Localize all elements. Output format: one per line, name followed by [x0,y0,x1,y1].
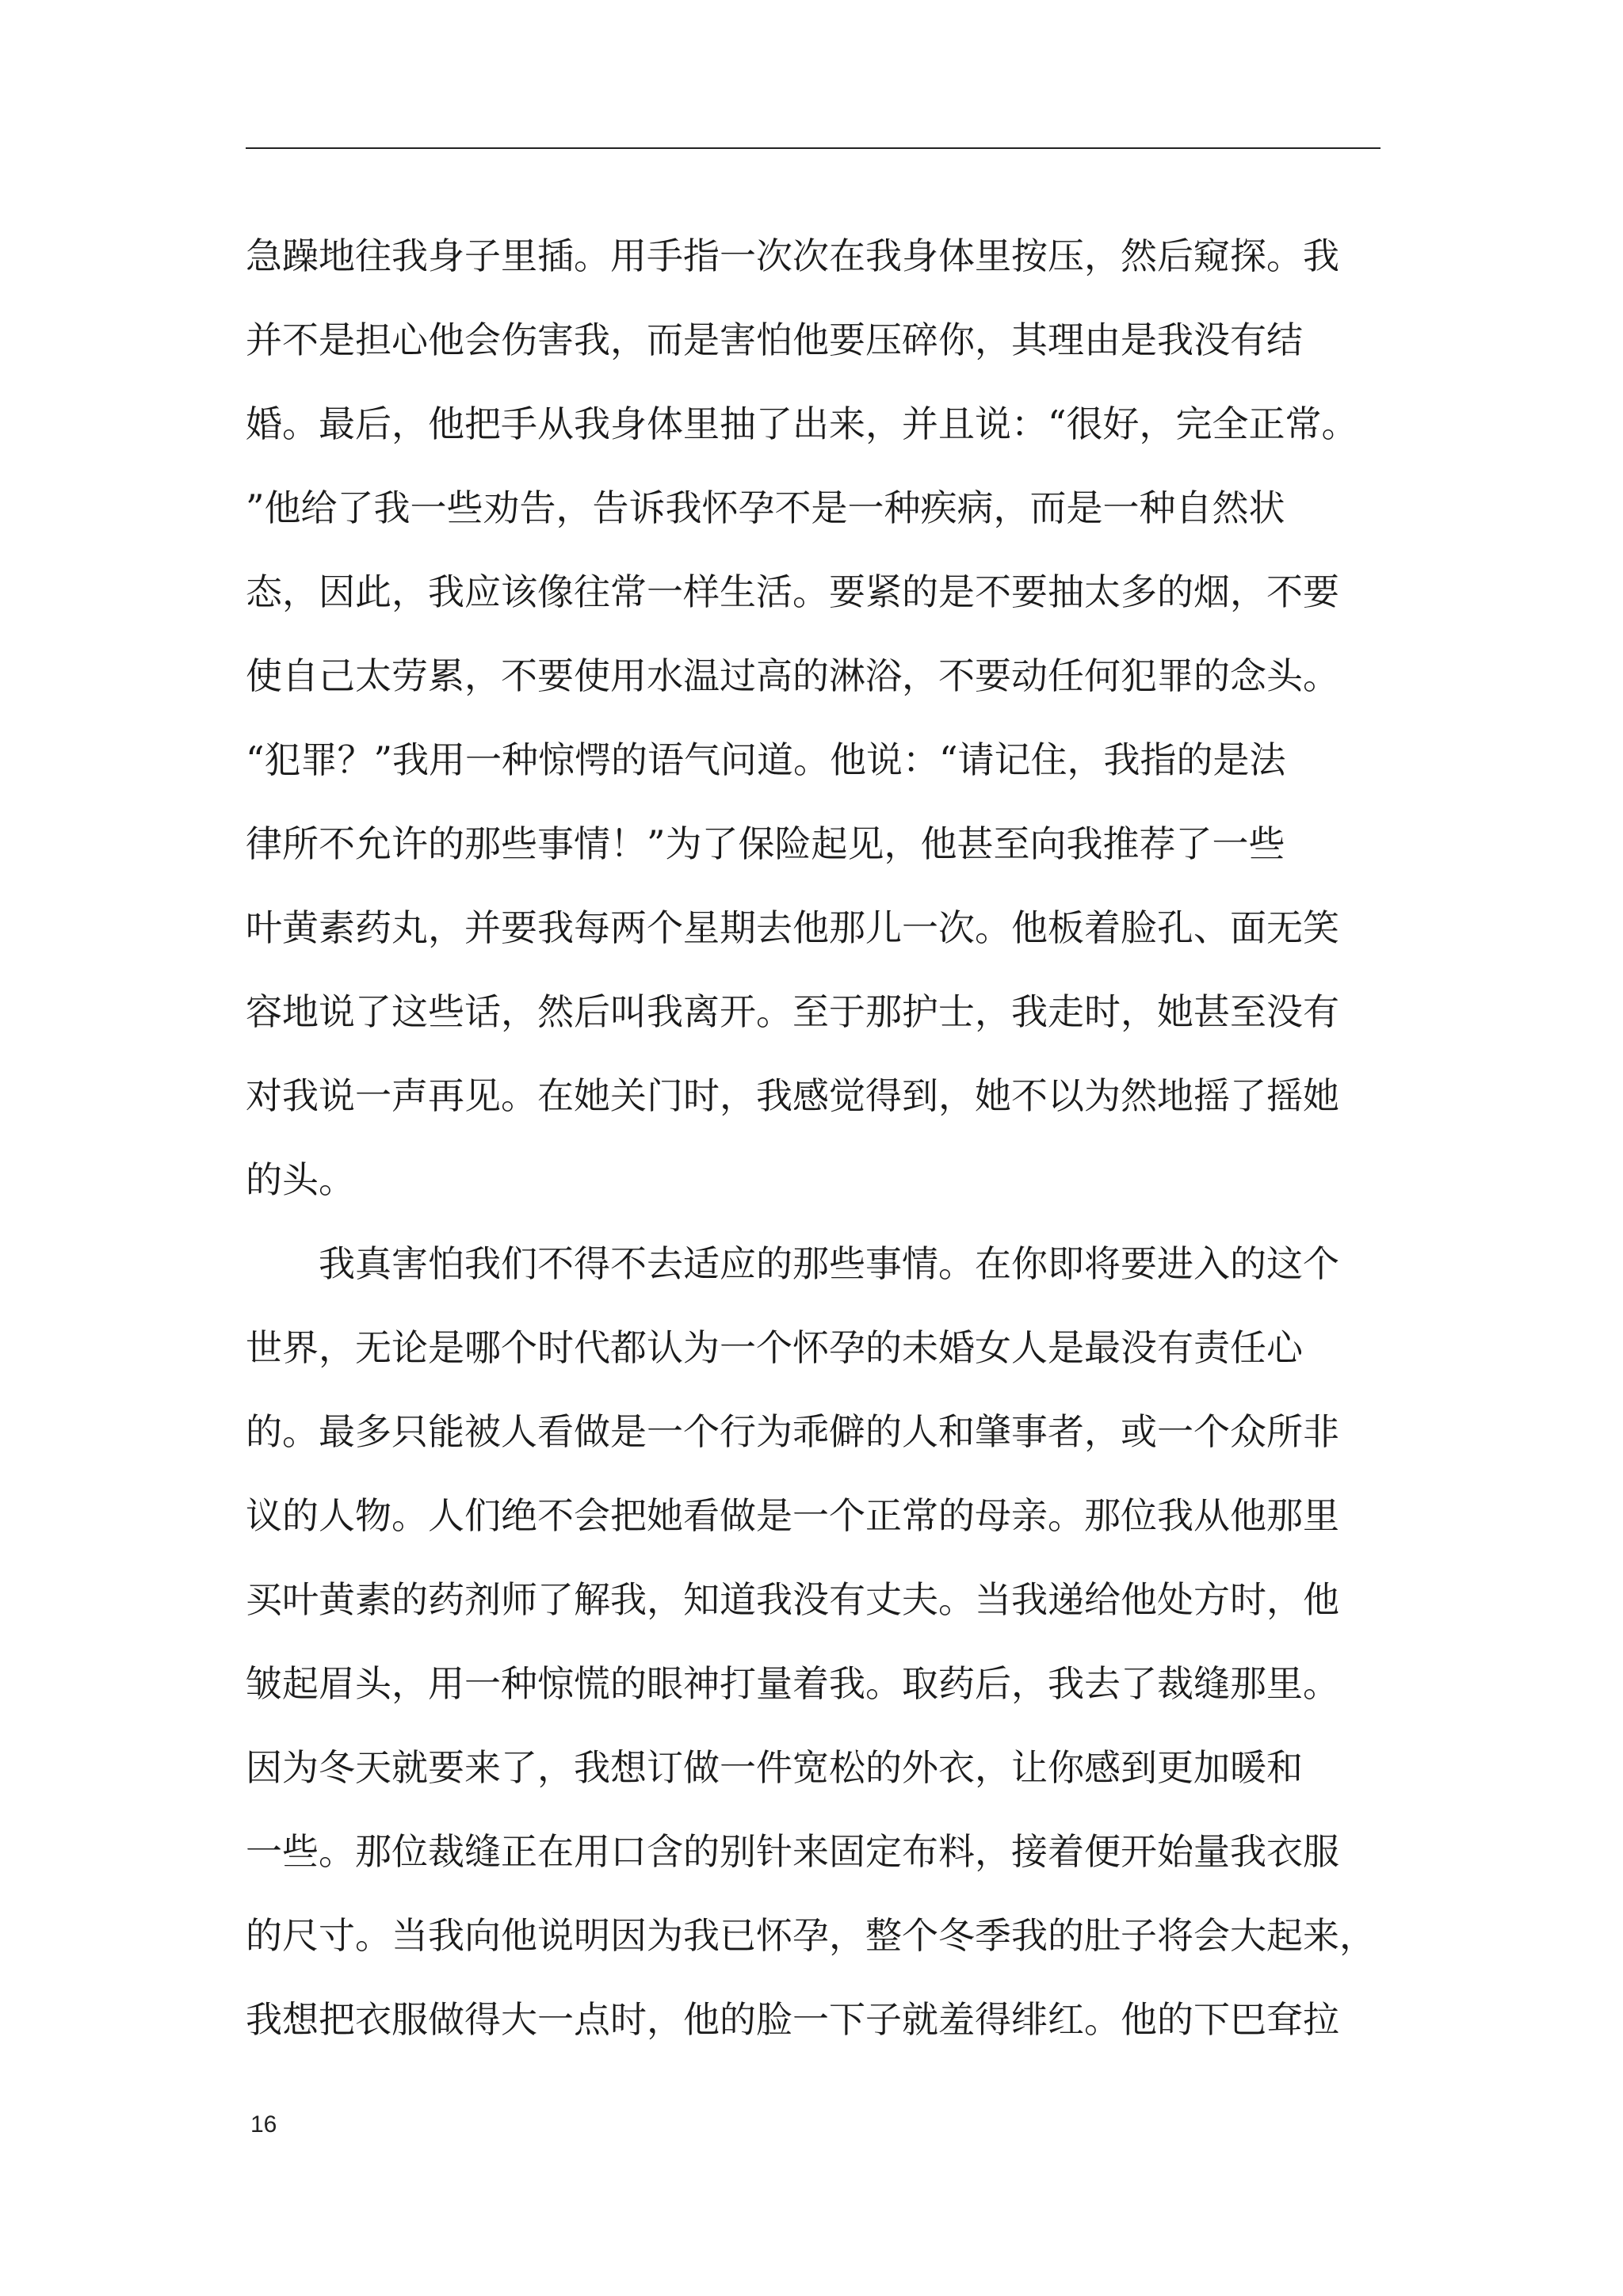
text-line: 急躁地往我身子里插。用手指一次次在我身体里按压，然后窥探。我 [246,238,1339,277]
text-line: 世界，无论是哪个时代都认为一个怀孕的未婚女人是最没有责任心 [246,1329,1303,1369]
text-line: 容地说了这些话，然后叫我离开。至于那护士，我走时，她甚至没有 [246,994,1339,1033]
text-line: ”他给了我一些劝告，告诉我怀孕不是一种疾病，而是一种自然状 [246,490,1285,529]
text-line: 并不是担心他会伤害我，而是害怕他要压碎你，其理由是我没有结 [246,322,1303,361]
text-line: 议的人物。人们绝不会把她看做是一个正常的母亲。那位我从他那里 [246,1497,1339,1537]
text-line: “犯罪？”我用一种惊愕的语气问道。他说：“请记住，我指的是法 [246,742,1286,781]
text-line: 一些。那位裁缝正在用口含的别针来固定布料，接着便开始量我衣服 [246,1833,1339,1873]
text-line: 使自己太劳累，不要使用水温过高的淋浴，不要动任何犯罪的念头。 [246,658,1339,697]
text-body [246,238,1387,2085]
header-rule [246,147,1381,149]
text-line: 对我说一声再见。在她关门时，我感觉得到，她不以为然地摇了摇她 [246,1077,1339,1117]
text-line: 买叶黄素的药剂师了解我，知道我没有丈夫。当我递给他处方时，他 [246,1581,1339,1621]
text-line: 皱起眉头，用一种惊慌的眼神打量着我。取药后，我去了裁缝那里。 [246,1665,1339,1705]
text-line: 叶黄素药丸，并要我每两个星期去他那儿一次。他板着脸孔、面无笑 [246,910,1339,949]
text-line: 的。最多只能被人看做是一个行为乖僻的人和肇事者，或一个众所非 [246,1413,1339,1453]
text-line: 因为冬天就要来了，我想订做一件宽松的外衣，让你感到更加暖和 [246,1749,1303,1789]
text-line: 态，因此，我应该像往常一样生活。要紧的是不要抽太多的烟，不要 [246,574,1339,613]
page-number: 16 [250,2111,277,2138]
text-line: 婚。最后，他把手从我身体里抽了出来，并且说：“很好，完全正常。 [246,406,1358,445]
text-line: 律所不允许的那些事情！”为了保险起见，他甚至向我推荐了一些 [246,826,1285,865]
text-line: 的尺寸。当我向他说明因为我已怀孕，整个冬季我的肚子将会大起来， [246,1917,1376,1957]
text-line: 的头。 [246,1161,355,1201]
text-line: 我想把衣服做得大一点时，他的脸一下子就羞得绯红。他的下巴耷拉 [246,2001,1339,2041]
paragraph-start-line: 我真害怕我们不得不去适应的那些事情。在你即将要进入的这个 [246,1245,1339,1285]
